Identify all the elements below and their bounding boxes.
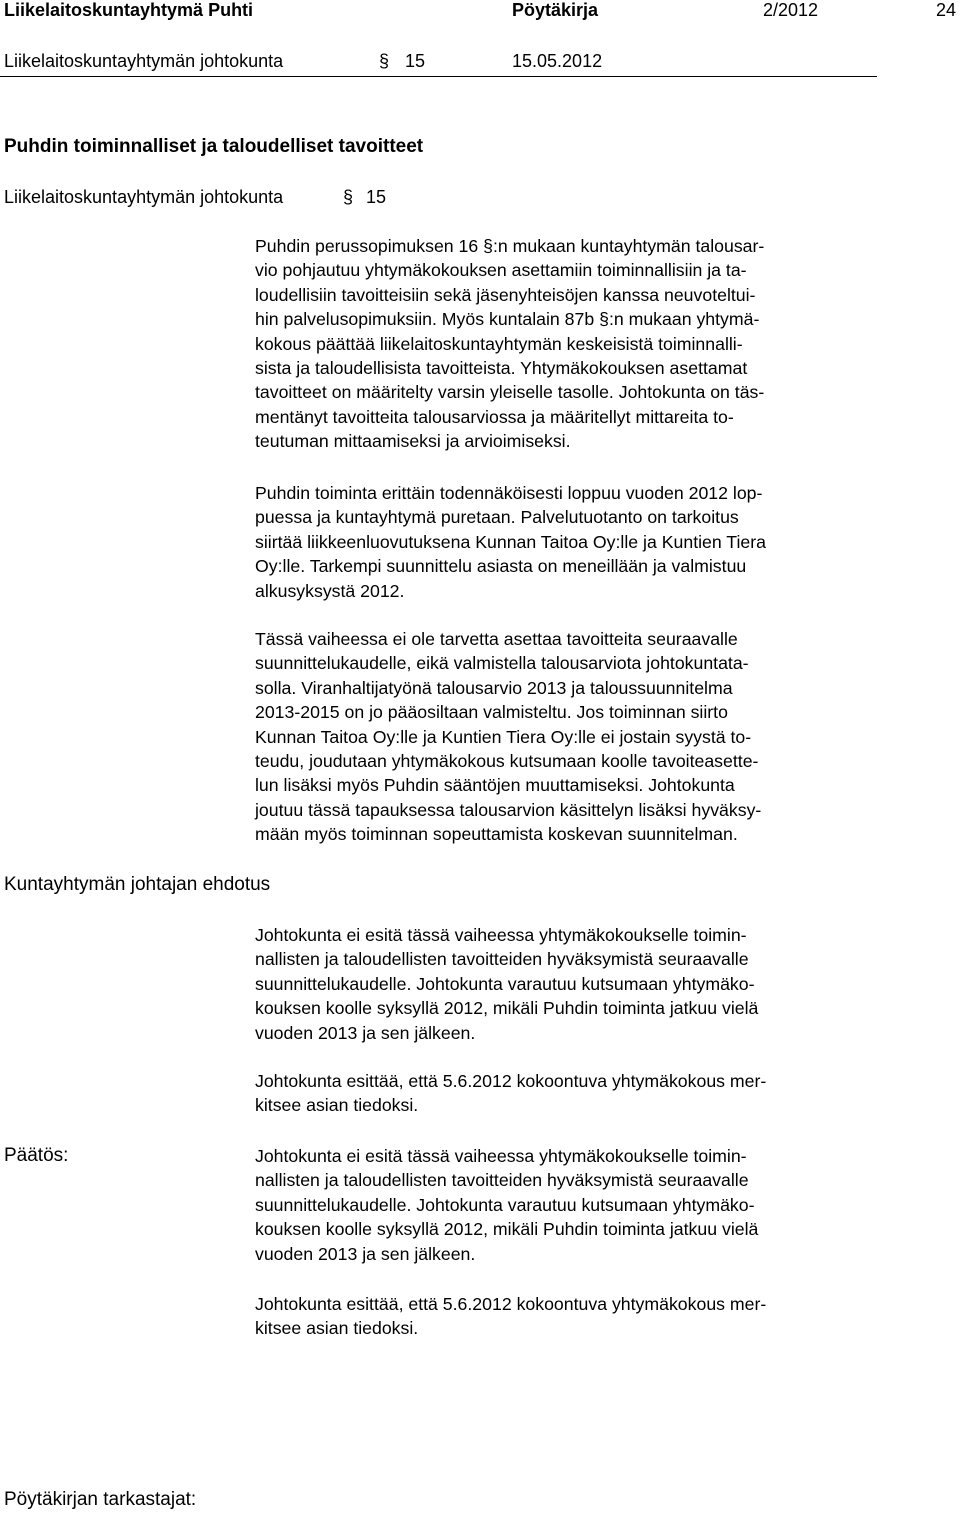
text-line: nallisten ja taloudellisten tavoitteiden hyväksymistä seuraavalle <box>255 1170 749 1191</box>
proposal-paragraph-2 <box>255 1069 880 1118</box>
text-line: loudellisiin tavoitteisiin sekä jäsenyhteisöjen kanssa neuvoteltui- <box>255 284 756 305</box>
board-name: Liikelaitoskuntayhtymän johtokunta <box>4 51 284 71</box>
text-line: vuoden 2013 ja sen jälkeen. <box>255 1243 476 1264</box>
text-line: Puhdin perussopimuksen 16 §:n mukaan kuntayhtymän talousar- <box>255 236 765 256</box>
proposal-paragraph-1 <box>255 923 880 1045</box>
text-line: kokous päättää liikelaitoskuntayhtymän keskeisistä toiminnalli- <box>255 333 743 354</box>
text-line: Kunnan Taitoa Oy:lle ja Kuntien Tiera Oy:lle ei jostain syystä to- <box>255 726 752 747</box>
text-line: Tässä vaiheessa ei ole tarvetta asettaa tavoitteita seuraavalle <box>255 629 738 649</box>
text-line: suunnittelukaudelle, eikä valmistella talousarviota johtokuntata- <box>255 653 749 674</box>
subheader-section-number: 15 <box>366 187 387 207</box>
page-number: 24 <box>936 0 957 20</box>
text-line: kitsee asian tiedoksi. <box>255 1095 419 1116</box>
proposal-label: Kuntayhtymän johtajan ehdotus <box>4 874 271 895</box>
text-line: mään myös toiminnan sopeuttamista koskevan suunnitelman. <box>255 824 738 845</box>
text-line: suunnittelukaudelle. Johtokunta varautuu kutsumaan yhtymäko- <box>255 1194 755 1215</box>
text-line: sista ja taloudellisista tavoitteista. Yhtymäkokouksen asettamat <box>255 358 748 379</box>
text-line: Oy:lle. Tarkempi suunnittelu asiasta on meneillään ja valmistuu <box>255 556 747 577</box>
text-line: teutuman mittaamiseksi ja arvioimiseksi. <box>255 431 571 452</box>
reviewers-label: Pöytäkirjan tarkastajat: <box>4 1489 197 1510</box>
text-line: vio pohjautuu yhtymäkokouksen asettamiin toiminnallisiin ja ta- <box>255 260 747 281</box>
text-line: Johtokunta esittää, että 5.6.2012 kokoontuva yhtymäkokous mer- <box>255 1071 767 1091</box>
header-rule <box>0 76 877 77</box>
text-line: siirtää liikkeenluovutuksena Kunnan Taitoa Oy:lle ja Kuntien Tiera <box>255 531 766 552</box>
section-symbol: § <box>379 51 390 71</box>
text-line: vuoden 2013 ja sen jälkeen. <box>255 1022 476 1043</box>
doc-number: 2/2012 <box>763 0 819 20</box>
body-paragraph-3 <box>255 627 880 847</box>
subheader-board: Liikelaitoskuntayhtymän johtokunta <box>4 187 284 207</box>
subheader-section-symbol: § <box>343 187 354 207</box>
text-line: kouksen koolle syksyllä 2012, mikäli Puhdin toiminta jatkuu vielä <box>255 998 759 1019</box>
text-line: solla. Viranhaltijatyönä talousarvio 2013 ja taloussuunnitelma <box>255 677 733 698</box>
text-line: puessa ja kuntayhtymä puretaan. Palvelutuotanto on tarkoitus <box>255 507 739 528</box>
text-line: teudu, joudutaan yhtymäkokous kutsumaan koolle tavoiteasette- <box>255 751 759 772</box>
text-line: suunnittelukaudelle. Johtokunta varautuu kutsumaan yhtymäko- <box>255 973 755 994</box>
text-line: kouksen koolle syksyllä 2012, mikäli Puhdin toiminta jatkuu vielä <box>255 1219 759 1240</box>
text-line: tavoitteet on määritelty varsin yleiselle tasolle. Johtokunta on täs- <box>255 382 765 403</box>
text-line: mentänyt tavoitteita talousarviossa ja määritellyt mittareita to- <box>255 406 734 427</box>
text-line: Johtokunta ei esitä tässä vaiheessa yhtymäkokoukselle toimin- <box>255 925 747 945</box>
page-title: Puhdin toiminnalliset ja taloudelliset tavoitteet <box>4 136 424 157</box>
text-line: 2013-2015 on jo pääosiltaan valmisteltu. Jos toiminnan siirto <box>255 702 728 723</box>
org-name: Liikelaitoskuntayhtymä Puhti <box>4 0 254 20</box>
text-line: hin palvelusopimuksiin. Myös kuntalain 87b §:n mukaan yhtymä- <box>255 309 760 330</box>
decision-paragraph-1 <box>255 1144 880 1266</box>
decision-label: Päätös: <box>4 1145 69 1166</box>
doc-type: Pöytäkirja <box>512 0 599 20</box>
text-line: kitsee asian tiedoksi. <box>255 1318 419 1339</box>
text-line: Johtokunta esittää, että 5.6.2012 kokoontuva yhtymäkokous mer- <box>255 1294 767 1314</box>
section-number: 15 <box>405 51 426 71</box>
body-paragraph-2 <box>255 481 880 603</box>
text-line: lun lisäksi myös Puhdin sääntöjen muuttamiseksi. Johtokunta <box>255 775 735 796</box>
text-line: nallisten ja taloudellisten tavoitteiden hyväksymistä seuraavalle <box>255 949 749 970</box>
meeting-date: 15.05.2012 <box>512 51 603 71</box>
text-line: joutuu tässä tapauksessa talousarvion käsittelyn lisäksi hyväksy- <box>255 799 762 820</box>
body-paragraph-1 <box>255 234 880 454</box>
text-line: Puhdin toiminta erittäin todennäköisesti loppuu vuoden 2012 lop- <box>255 483 763 503</box>
text-line: alkusyksystä 2012. <box>255 580 405 601</box>
text-line: Johtokunta ei esitä tässä vaiheessa yhtymäkokoukselle toimin- <box>255 1146 747 1166</box>
decision-paragraph-2 <box>255 1292 880 1341</box>
